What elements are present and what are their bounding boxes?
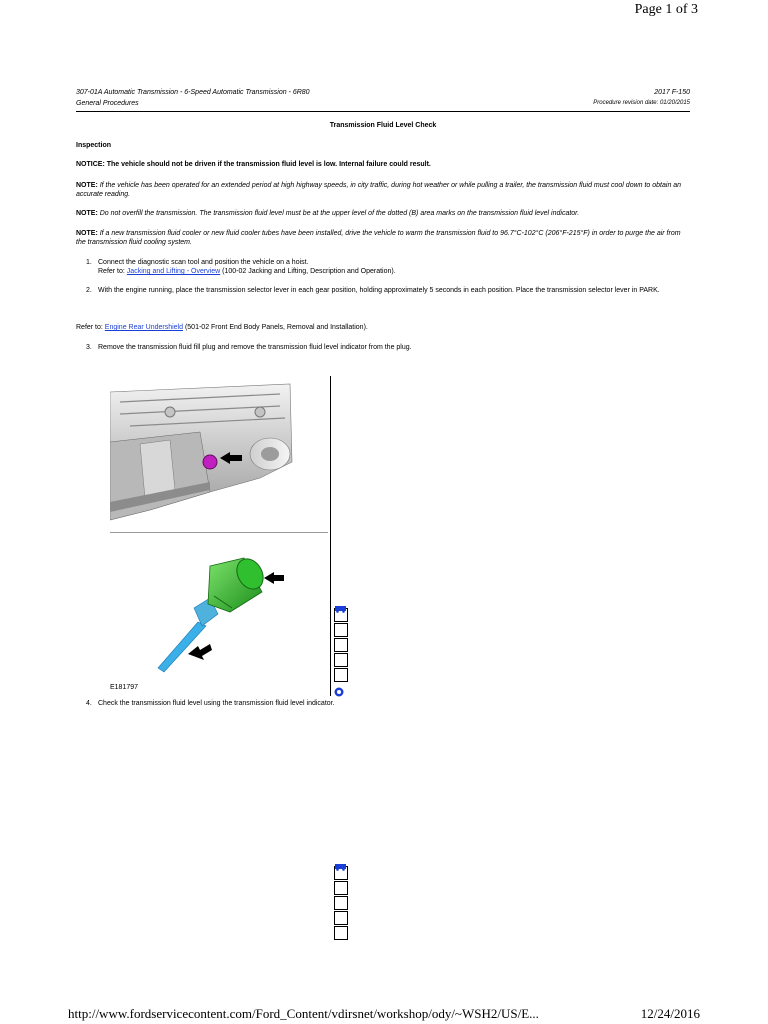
check-box[interactable] bbox=[334, 623, 348, 637]
step-text: Remove the transmission fluid fill plug and remove the transmission fluid level indicator from the plug. bbox=[98, 344, 412, 351]
step-number: 2. bbox=[86, 287, 92, 294]
page-number: Page 1 of 3 bbox=[634, 2, 698, 17]
step-text: Connect the diagnostic scan tool and position the vehicle on a hoist. bbox=[98, 259, 309, 266]
column-divider bbox=[330, 376, 331, 696]
link-engine-rear-undershield[interactable]: Engine Rear Undershield bbox=[104, 324, 184, 331]
refer-label: Refer to: bbox=[76, 324, 105, 331]
fill-plug-drawing bbox=[150, 556, 300, 676]
header-divider bbox=[76, 111, 690, 112]
transmission-drawing bbox=[110, 382, 300, 528]
check-box[interactable] bbox=[334, 881, 348, 895]
tool-checklist bbox=[334, 600, 348, 702]
page-title: Transmission Fluid Level Check bbox=[329, 122, 437, 129]
section-heading: Inspection bbox=[76, 142, 112, 149]
tool-checklist bbox=[334, 858, 348, 941]
link-jacking-lifting-overview[interactable]: Jacking and Lifting - Overview bbox=[126, 268, 221, 275]
refer-source: (501-02 Front End Body Panels, Removal and Installation). bbox=[183, 324, 368, 331]
check-box[interactable] bbox=[334, 911, 348, 925]
figure-label: E181797 bbox=[110, 684, 139, 691]
check-box[interactable] bbox=[334, 926, 348, 940]
header-revision-date: Procedure revision date: 01/20/2015 bbox=[593, 100, 690, 106]
notice-label: NOTICE: bbox=[76, 161, 105, 168]
notice-internal-failure bbox=[76, 160, 690, 169]
step-2 bbox=[86, 286, 686, 295]
note-text: If a new transmission fluid cooler or new fluid cooler tubes have been installed, drive the vehicle to warm the transmission fluid to 96.7°C-102°C (206°F-215°F) in order to purge the air from the transmission fluid cooling system. bbox=[76, 230, 681, 246]
fluid-level-indicator-illustration bbox=[150, 556, 300, 676]
notice-text: The vehicle should not be driven if the transmission fluid level is low. Internal failure could result. bbox=[104, 161, 431, 168]
refer-source: (100-02 Jacking and Lifting, Description and Operation). bbox=[220, 268, 396, 275]
step-3 bbox=[86, 343, 686, 352]
footer-date: 12/24/2016 bbox=[640, 1006, 700, 1021]
check-box[interactable] bbox=[334, 668, 348, 682]
check-box[interactable] bbox=[334, 653, 348, 667]
figure-divider bbox=[110, 532, 328, 533]
transmission-illustration bbox=[110, 382, 300, 528]
note-label: NOTE: bbox=[76, 210, 98, 217]
step-number: 4. bbox=[86, 700, 92, 707]
step-number: 1. bbox=[86, 259, 92, 266]
note-text: If the vehicle has been operated for an extended period at high highway speeds, in city traffic, during hot weather or while pulling a trailer, the transmission fluid must cool down to obtain an accurate reading. bbox=[76, 182, 682, 198]
vehicle-icon[interactable] bbox=[334, 600, 347, 608]
step-1 bbox=[86, 258, 686, 276]
refer-label: Refer to: bbox=[98, 268, 127, 275]
check-box[interactable] bbox=[334, 896, 348, 910]
header-subtitle: General Procedures bbox=[76, 100, 139, 107]
header-section-title: 307-01A Automatic Transmission - 6-Speed Automatic Transmission - 6R80 bbox=[76, 89, 310, 96]
vehicle-icon[interactable] bbox=[334, 858, 347, 866]
header-model: 2017 F-150 bbox=[654, 89, 690, 96]
refer-undershield bbox=[76, 323, 690, 332]
note-cool-down bbox=[76, 181, 690, 199]
step-number: 3. bbox=[86, 344, 92, 351]
step-text: With the engine running, place the transmission selector lever in each gear position, holding approximately 5 seconds in each position. Place the transmission selector lever in PARK. bbox=[98, 287, 660, 294]
note-overfill bbox=[76, 209, 690, 218]
step-text: Check the transmission fluid level using the transmission fluid level indicator. bbox=[98, 700, 335, 707]
note-label: NOTE: bbox=[76, 182, 98, 189]
step-4 bbox=[86, 699, 686, 708]
note-purge-air bbox=[76, 229, 690, 247]
check-box[interactable] bbox=[334, 638, 348, 652]
note-text: Do not overfill the transmission. The transmission fluid level must be at the upper level of the dotted (B) area marks on the transmission fluid level indicator. bbox=[97, 210, 580, 217]
note-label: NOTE: bbox=[76, 230, 98, 237]
footer-url[interactable]: http://www.fordservicecontent.com/Ford_Content/vdirsnet/workshop/ody/~WSH2/US/E... bbox=[68, 1006, 539, 1021]
